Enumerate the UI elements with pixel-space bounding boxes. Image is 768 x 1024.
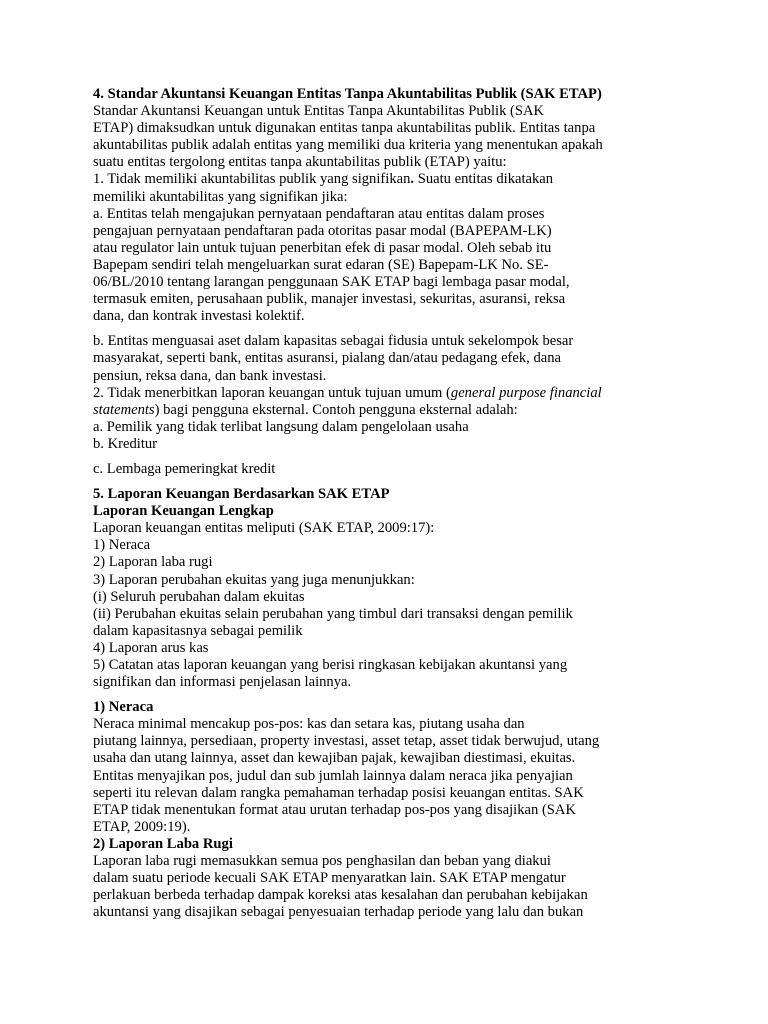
external-user-item: b. Kreditur: [93, 435, 158, 452]
neraca-line: Entitas menyajikan pos, judul dan sub jumlah lainnya dalam neraca jika penyajian: [93, 767, 573, 784]
document-body: [93, 86, 653, 921]
section-4-title: 4. Standar Akuntansi Keuangan Entitas Tanpa Akuntabilitas Publik (SAK ETAP): [93, 86, 602, 102]
laba-rugi-title: 2) Laporan Laba Rugi: [93, 835, 233, 852]
laba-rugi-line: Laporan laba rugi memasukkan semua pos penghasilan dan beban yang diakui: [93, 853, 551, 870]
external-user-item: a. Pemilik yang tidak terlibat langsung dalam pengelolaan usaha: [93, 418, 469, 435]
neraca-line: ETAP tidak menentukan format atau urutan terhadap pos-pos yang disajikan (SAK: [93, 801, 577, 818]
neraca-title: 1) Neraca: [93, 699, 154, 716]
criterion-2: [93, 385, 653, 402]
section-5-subtitle: Laporan Keuangan Lengkap: [93, 503, 274, 520]
item-a-line: Bapepam sendiri telah mengeluarkan surat edaran (SE) Bapepam-LK No. SE-: [93, 256, 549, 273]
criterion-2-cont: [93, 402, 653, 419]
criterion-2-text-cont: ) bagi pengguna eksternal. Contoh pengguna eksternal adalah:: [154, 401, 518, 418]
paragraph-line: akuntabilitas publik adalah entitas yang memiliki dua kriteria yang menentukan apakah: [93, 137, 603, 154]
section-5-line: 4) Laporan arus kas: [93, 639, 209, 656]
paragraph-line: suatu entitas tergolong entitas tanpa akuntabilitas publik (ETAP) yaitu:: [93, 154, 507, 171]
criterion-2-italic: general purpose financial: [450, 384, 602, 401]
item-a-line: a. Entitas telah mengajukan pernyataan pendaftaran atau entitas dalam proses: [93, 205, 545, 222]
item-b-line: masyarakat, seperti bank, entitas asuransi, pialang dan/atau pedagang efek, dana: [93, 350, 562, 367]
section-5-line: 5) Catatan atas laporan keuangan yang berisi ringkasan kebijakan akuntansi yang: [93, 657, 568, 673]
item-a-line: 06/BL/2010 tentang larangan penggunaan SAK ETAP bagi lembaga pasar modal,: [93, 274, 570, 291]
item-a-line: atau regulator lain untuk tujuan penerbitan efek di pasar modal. Oleh sebab itu: [93, 239, 552, 256]
neraca-line: ETAP, 2009:19).: [93, 818, 191, 835]
neraca-line: Neraca minimal mencakup pos-pos: kas dan setara kas, piutang usaha dan: [93, 716, 525, 733]
section-5-line: signifikan dan informasi penjelasan lainnya.: [93, 674, 352, 691]
section-5-line: (i) Seluruh perubahan dalam ekuitas: [93, 588, 305, 605]
section-5-line: 2) Laporan laba rugi: [93, 554, 213, 571]
item-a-line: dana, dan kontrak investasi kolektif.: [93, 308, 305, 325]
section-5-line: 3) Laporan perubahan ekuitas yang juga menunjukkan:: [93, 571, 415, 588]
section-5-line: 1) Neraca: [93, 537, 151, 554]
section-5-title: 5. Laporan Keuangan Berdasarkan SAK ETAP: [93, 486, 390, 503]
paragraph-line: memiliki akuntabilitas yang signifikan jika:: [93, 188, 348, 205]
criterion-1-bold-dot: .: [410, 171, 415, 188]
item-b-line: pensiun, reksa dana, dan bank investasi.: [93, 367, 327, 384]
criterion-1-text: 1. Tidak memiliki akuntabilitas publik yang signifikan: [93, 171, 411, 188]
laba-rugi-line: perlakuan berbeda terhadap dampak koreksi atas kesalahan dan perubahan kebijakan: [93, 887, 588, 904]
laba-rugi-line: akuntansi yang disajikan sebagai penyesuaian terhadap periode yang lalu dan bukan: [93, 904, 584, 921]
item-b-line: b. Entitas menguasai aset dalam kapasitas sebagai fidusia untuk sekelompok besar: [93, 333, 574, 350]
section-5-line: (ii) Perubahan ekuitas selain perubahan yang timbul dari transaksi dengan pemilik: [93, 605, 573, 622]
paragraph-line: ETAP) dimaksudkan untuk digunakan entitas tanpa akuntabilitas publik. Entitas tanpa: [93, 120, 596, 137]
criterion-2-italic-cont: statements: [93, 401, 155, 418]
criterion-2-text: 2. Tidak menerbitkan laporan keuangan untuk tujuan umum (: [93, 384, 451, 401]
item-a-line: pengajuan pernyataan pendaftaran pada otoritas pasar modal (BAPEPAM-LK): [93, 222, 552, 239]
external-user-item: c. Lembaga pemeringkat kredit: [93, 460, 276, 477]
section-5-line: Laporan keuangan entitas meliputi (SAK ETAP, 2009:17):: [93, 520, 435, 537]
paragraph-line: Standar Akuntansi Keuangan untuk Entitas Tanpa Akuntabilitas Publik (SAK: [93, 103, 545, 120]
section-5-line: dalam kapasitasnya sebagai pemilik: [93, 622, 303, 639]
criterion-1: [93, 171, 653, 188]
laba-rugi-line: dalam suatu periode kecuali SAK ETAP menyaratkan lain. SAK ETAP mengatur: [93, 870, 566, 887]
item-a-line: termasuk emiten, perusahaan publik, manajer investasi, sekuritas, asuransi, reksa: [93, 291, 566, 308]
neraca-line: seperti itu relevan dalam rangka pemahaman terhadap posisi keuangan entitas. SAK: [93, 784, 584, 801]
neraca-line: usaha dan utang lainnya, asset dan kewajiban pajak, kewajiban diestimasi, ekuitas.: [93, 750, 576, 767]
criterion-1-text-cont: Suatu entitas dikatakan: [414, 171, 554, 188]
neraca-line: piutang lainnya, persediaan, property investasi, asset tetap, asset tidak berwujud, utang: [93, 733, 600, 750]
